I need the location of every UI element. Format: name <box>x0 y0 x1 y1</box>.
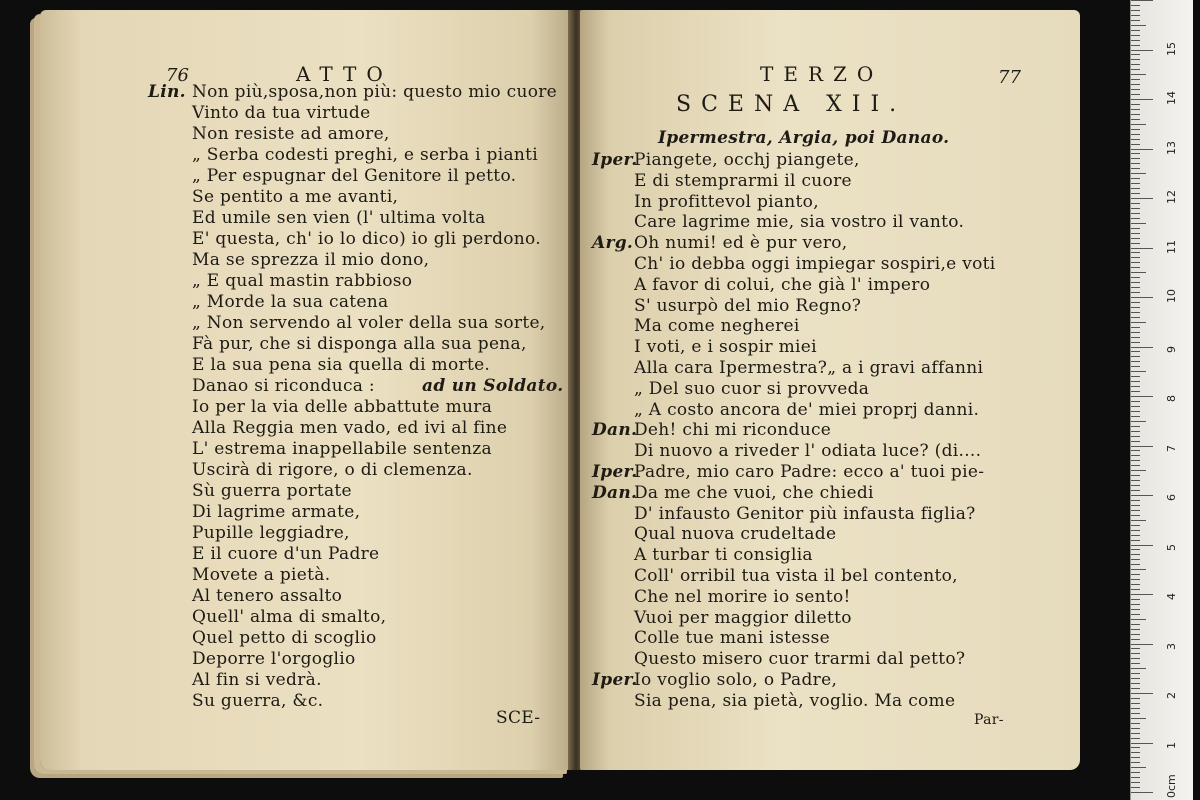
ruler-tick <box>1131 728 1140 729</box>
verse-line: Colle tue mani istesse <box>634 628 831 649</box>
ruler-tick <box>1131 500 1140 501</box>
ruler-tick <box>1131 64 1140 65</box>
verse-line: „ E qual mastin rabbioso <box>192 271 413 291</box>
ruler-tick <box>1131 683 1140 684</box>
speaker-label: Iper. <box>592 150 638 170</box>
ruler-tick <box>1131 604 1140 605</box>
verse-line: Ed umile sen vien (l' ultima volta <box>192 208 486 228</box>
ruler-tick <box>1131 129 1140 130</box>
verse-line: Di lagrime armate, <box>192 502 361 522</box>
ruler-tick <box>1131 787 1140 788</box>
ruler-tick <box>1131 158 1140 159</box>
ruler-tick <box>1131 465 1140 466</box>
ruler-tick <box>1131 218 1140 219</box>
ruler-tick <box>1131 149 1153 150</box>
verse-line: Oh numi! ed è pur vero, <box>634 233 848 254</box>
verse-line: Al tenero assalto <box>192 586 343 606</box>
verse-line: Io per la via delle abbattute mura <box>192 397 493 417</box>
ruler-tick <box>1131 609 1140 610</box>
ruler-tick <box>1131 510 1140 511</box>
ruler-tick <box>1131 401 1140 402</box>
verse-line: Coll' orribil tua vista il bel contento, <box>634 566 958 586</box>
verse-line: Da me che vuoi, che chiedi <box>634 482 874 503</box>
ruler-tick <box>1131 436 1140 437</box>
ruler-tick <box>1131 10 1140 11</box>
ruler-tick <box>1131 307 1140 308</box>
ruler-tick <box>1131 678 1140 679</box>
verse-line: Sù guerra portate <box>192 481 352 501</box>
ruler-tick <box>1131 79 1140 80</box>
catchword-right: Par- <box>974 712 1004 728</box>
speaker-label: Iper. <box>592 462 638 482</box>
verse-line: Se pentito a me avanti, <box>192 187 399 207</box>
verse-line: Qual nuova crudeltade <box>634 524 837 545</box>
verse-line: Che nel morire io sento! <box>634 586 851 607</box>
ruler-tick <box>1131 163 1140 164</box>
verse-line: Su guerra, &c. <box>192 691 324 711</box>
ruler-tick <box>1131 747 1140 748</box>
ruler-tick <box>1131 767 1146 768</box>
speaker-label: Dan. <box>592 482 638 503</box>
ruler-label: 3 <box>1165 642 1178 650</box>
ruler-tick <box>1131 153 1140 154</box>
ruler-tick <box>1131 361 1140 362</box>
ruler-tick <box>1131 698 1140 699</box>
ruler-tick <box>1131 35 1140 36</box>
ruler-tick <box>1131 441 1140 442</box>
ruler-tick <box>1131 297 1153 298</box>
verse-line: D' infausto Genitor più infausta figlia? <box>634 503 976 524</box>
ruler-tick <box>1131 302 1140 303</box>
ruler-tick <box>1131 520 1146 521</box>
ruler-tick <box>1131 460 1140 461</box>
ruler-tick <box>1131 505 1140 506</box>
verse-line: Quell' alma di smalto, <box>192 607 387 627</box>
ruler-tick <box>1131 337 1140 338</box>
ruler-tick <box>1131 40 1140 41</box>
verse-line: Ch' io debba oggi impiegar sospiri,e voti <box>634 254 996 274</box>
verse-line: Fà pur, che si disponga alla sua pena, <box>192 334 527 354</box>
ruler-tick <box>1131 624 1140 625</box>
ruler-tick <box>1131 752 1140 753</box>
ruler-tick <box>1131 193 1140 194</box>
verse-line: A favor di colui, che già l' impero <box>634 274 931 295</box>
verse-line: In profittevol pianto, <box>634 191 819 212</box>
verse-line: Quel petto di scoglio <box>192 628 377 648</box>
ruler-tick <box>1131 431 1140 432</box>
ruler-tick <box>1131 168 1140 169</box>
ruler-label: 11 <box>1165 239 1178 254</box>
verse-line: L' estrema inappellabile sentenza <box>192 439 492 459</box>
ruler-tick <box>1131 287 1140 288</box>
ruler-tick <box>1131 718 1146 719</box>
verse-line: Non resiste ad amore, <box>192 124 390 144</box>
ruler-tick <box>1131 658 1140 659</box>
ruler-tick <box>1131 708 1140 709</box>
ruler-tick <box>1131 351 1140 352</box>
ruler-tick <box>1131 485 1140 486</box>
verse-line: E la sua pena sia quella di morte. <box>192 355 491 375</box>
ruler-tick <box>1131 673 1140 674</box>
ruler-tick <box>1131 139 1140 140</box>
ruler-tick <box>1131 89 1140 90</box>
ruler-label: 15 <box>1165 41 1178 56</box>
left-page <box>40 10 573 770</box>
verse-line: „ Morde la sua catena <box>192 292 389 312</box>
verse-line: Deporre l'orgoglio <box>192 649 356 669</box>
ruler-tick <box>1131 119 1140 120</box>
ruler-tick <box>1131 421 1146 422</box>
ruler-tick <box>1131 99 1153 100</box>
open-book <box>40 10 1080 780</box>
ruler-tick <box>1131 252 1140 253</box>
verse-line: Uscirà di rigore, o di clemenza. <box>192 460 473 480</box>
ruler-tick <box>1131 243 1140 244</box>
ruler-tick <box>1131 594 1153 595</box>
ruler-tick <box>1131 554 1140 555</box>
ruler-tick <box>1131 772 1140 773</box>
scene-characters: Ipermestra, Argia, poi Danao. <box>658 128 950 148</box>
ruler-tick <box>1131 342 1140 343</box>
ruler-tick <box>1131 5 1140 6</box>
ruler-tick <box>1131 629 1140 630</box>
running-header-left: ATTO <box>296 62 393 86</box>
ruler-tick <box>1131 327 1140 328</box>
ruler-tick <box>1131 653 1140 654</box>
ruler-tick <box>1131 292 1140 293</box>
ruler-label: 14 <box>1165 91 1178 105</box>
verse-line: Alla Reggia men vado, ed ivi al fine <box>192 418 508 438</box>
verse-line: Al fin si vedrà. <box>192 670 322 690</box>
ruler-tick <box>1131 713 1140 714</box>
ruler-tick <box>1131 455 1140 456</box>
ruler-tick <box>1131 619 1146 620</box>
ruler-tick <box>1131 322 1146 323</box>
ruler-tick <box>1131 0 1153 1</box>
ruler-tick <box>1131 238 1140 239</box>
ruler-tick <box>1131 703 1140 704</box>
ruler-tick <box>1131 792 1153 793</box>
verse-line: Piangete, occhj piangete, <box>634 150 860 170</box>
page-number-right: 77 <box>998 67 1021 88</box>
verse-line: „ A costo ancora de' miei proprj danni. <box>634 399 980 420</box>
verse-line: „ Del suo cuor si provveda <box>634 378 870 399</box>
ruler-label: 2 <box>1165 692 1178 699</box>
ruler-tick <box>1131 391 1140 392</box>
ruler-tick <box>1131 109 1140 110</box>
ruler-tick <box>1131 203 1140 204</box>
ruler-tick <box>1131 114 1140 115</box>
ruler-label: 6 <box>1165 494 1178 501</box>
ruler-tick <box>1131 530 1140 531</box>
ruler-tick <box>1131 54 1140 55</box>
ruler-tick <box>1131 69 1140 70</box>
ruler-tick <box>1131 312 1140 313</box>
verse-line: Vuoi per maggior diletto <box>634 607 852 628</box>
speaker-label: Dan. <box>592 420 638 441</box>
ruler-tick <box>1131 406 1140 407</box>
verse-line: Vinto da tua virtude <box>192 103 371 123</box>
ruler-tick <box>1131 782 1140 783</box>
speaker-label: Lin. <box>148 82 186 102</box>
measuring-ruler <box>1130 0 1193 800</box>
ruler-tick <box>1131 366 1140 367</box>
ruler-tick <box>1131 490 1140 491</box>
ruler-tick <box>1131 644 1153 645</box>
ruler-tick <box>1131 450 1140 451</box>
ruler-tick <box>1131 381 1140 382</box>
verse-line: „ Serba codesti preghi, e serba i pianti <box>192 145 539 165</box>
ruler-label: 4 <box>1165 593 1178 600</box>
verse-line: Ma come negherei <box>634 316 800 337</box>
ruler-label: 9 <box>1165 345 1178 353</box>
ruler-label: 12 <box>1165 190 1178 204</box>
verse-line: Padre, mio caro Padre: ecco a' tuoi pie- <box>634 462 985 482</box>
ruler-tick <box>1131 614 1140 615</box>
ruler-tick <box>1131 248 1153 249</box>
speaker-label: Iper. <box>592 670 638 690</box>
ruler-tick <box>1131 282 1140 283</box>
ruler-tick <box>1131 213 1140 214</box>
ruler-label: 0cm <box>1165 774 1178 798</box>
verse-line: Danao si riconduca : <box>192 376 375 396</box>
ruler-tick <box>1131 663 1140 664</box>
ruler-tick <box>1131 188 1140 189</box>
catchword-left: SCE- <box>496 708 541 728</box>
ruler-tick <box>1131 94 1140 95</box>
verse-line: Alla cara Ipermestra?„ a i gravi affanni <box>634 358 984 378</box>
ruler-tick <box>1131 757 1140 758</box>
ruler-tick <box>1131 84 1140 85</box>
ruler-tick <box>1131 574 1140 575</box>
ruler-tick <box>1131 426 1140 427</box>
verse-line: Pupille leggiadre, <box>192 523 350 543</box>
ruler-tick <box>1131 470 1146 471</box>
ruler-tick <box>1131 668 1146 669</box>
scene-heading: SCENA XII. <box>676 92 907 117</box>
verse-line: Ma se sprezza il mio dono, <box>192 250 430 270</box>
verse-line: E' questa, ch' io lo dico) io gli perdono. <box>192 229 541 249</box>
ruler-tick <box>1131 723 1140 724</box>
verse-line: S' usurpò del mio Regno? <box>634 295 862 316</box>
ruler-tick <box>1131 475 1140 476</box>
ruler-tick <box>1131 564 1140 565</box>
ruler-tick <box>1131 144 1140 145</box>
ruler-label: 1 <box>1165 741 1178 749</box>
ruler-tick <box>1131 332 1140 333</box>
ruler-label: 13 <box>1165 140 1178 155</box>
verse-line: E il cuore d'un Padre <box>192 544 380 564</box>
ruler-tick <box>1131 59 1140 60</box>
ruler-tick <box>1131 569 1146 570</box>
ruler-tick <box>1131 416 1140 417</box>
ruler-tick <box>1131 386 1140 387</box>
ruler-tick <box>1131 540 1140 541</box>
verse-line: E di stemprarmi il cuore <box>634 170 852 191</box>
ruler-tick <box>1131 733 1140 734</box>
running-header-right: TERZO <box>760 62 884 86</box>
verse-line: Sia pena, sia pietà, voglio. Ma come <box>634 690 956 711</box>
ruler-tick <box>1131 693 1153 694</box>
ruler-tick <box>1131 495 1153 496</box>
ruler-tick <box>1131 545 1153 546</box>
ruler-tick <box>1131 411 1140 412</box>
verse-line: Movete a pietà. <box>192 565 331 585</box>
ruler-tick <box>1131 267 1140 268</box>
ruler-label: 10 <box>1165 289 1178 303</box>
right-page <box>580 10 1080 770</box>
ruler-tick <box>1131 688 1140 689</box>
page-number-left: 76 <box>166 65 189 86</box>
ruler-tick <box>1131 549 1140 550</box>
ruler-tick <box>1131 396 1153 397</box>
ruler-tick <box>1131 178 1140 179</box>
ruler-label: 5 <box>1165 543 1178 551</box>
ruler-tick <box>1131 525 1140 526</box>
verse-line: A turbar ti consiglia <box>634 545 813 566</box>
ruler-tick <box>1131 257 1140 258</box>
ruler-tick <box>1131 272 1146 273</box>
ruler-label: 7 <box>1165 444 1178 452</box>
verse-line: Non più,sposa,non più: questo mio cuore <box>192 82 558 102</box>
ruler-tick <box>1131 173 1146 174</box>
ruler-tick <box>1131 347 1153 348</box>
ruler-tick <box>1131 599 1140 600</box>
ruler-tick <box>1131 74 1146 75</box>
ruler-tick <box>1131 356 1140 357</box>
ruler-tick <box>1131 20 1140 21</box>
ruler-tick <box>1131 738 1140 739</box>
ruler-tick <box>1131 233 1140 234</box>
ruler-tick <box>1131 535 1140 536</box>
ruler-tick <box>1131 579 1140 580</box>
ruler-tick <box>1131 277 1140 278</box>
stage-direction: ad un Soldato. <box>422 376 564 396</box>
verse-line: „ Non servendo al voler della sua sorte, <box>192 313 546 333</box>
ruler-tick <box>1131 480 1140 481</box>
ruler-tick <box>1131 198 1153 199</box>
verse-line: I voti, e i sospir miei <box>634 337 817 358</box>
ruler-tick <box>1131 262 1140 263</box>
ruler-tick <box>1131 30 1140 31</box>
ruler-label: 8 <box>1165 395 1178 402</box>
ruler-tick <box>1131 371 1146 372</box>
ruler-tick <box>1131 743 1153 744</box>
ruler-tick <box>1131 45 1140 46</box>
ruler-tick <box>1131 228 1140 229</box>
verse-line: Deh! chi mi riconduce <box>634 420 832 441</box>
ruler-tick <box>1131 639 1140 640</box>
ruler-tick <box>1131 634 1140 635</box>
ruler-tick <box>1131 208 1140 209</box>
ruler-tick <box>1131 317 1140 318</box>
ruler-tick <box>1131 376 1140 377</box>
ruler-tick <box>1131 15 1140 16</box>
ruler-tick <box>1131 124 1146 125</box>
ruler-tick <box>1131 134 1140 135</box>
verse-line: „ Per espugnar del Genitore il petto. <box>192 166 517 186</box>
ruler-tick <box>1131 446 1153 447</box>
ruler-tick <box>1131 50 1153 51</box>
ruler-tick <box>1131 584 1140 585</box>
ruler-tick <box>1131 104 1140 105</box>
ruler-tick <box>1131 25 1146 26</box>
ruler-tick <box>1131 515 1140 516</box>
verse-line: Care lagrime mie, sia vostro il vanto. <box>634 212 965 233</box>
ruler-tick <box>1131 762 1140 763</box>
speaker-label: Arg. <box>592 233 634 254</box>
ruler-tick <box>1131 223 1146 224</box>
ruler-tick <box>1131 183 1140 184</box>
verse-line: Io voglio solo, o Padre, <box>634 670 838 690</box>
ruler-tick <box>1131 589 1140 590</box>
verse-line: Questo misero cuor trarmi dal petto? <box>634 649 966 670</box>
ruler-tick <box>1131 777 1140 778</box>
verse-line: Di nuovo a riveder l' odiata luce? (di.... <box>634 441 982 462</box>
ruler-tick <box>1131 648 1140 649</box>
ruler-tick <box>1131 559 1140 560</box>
